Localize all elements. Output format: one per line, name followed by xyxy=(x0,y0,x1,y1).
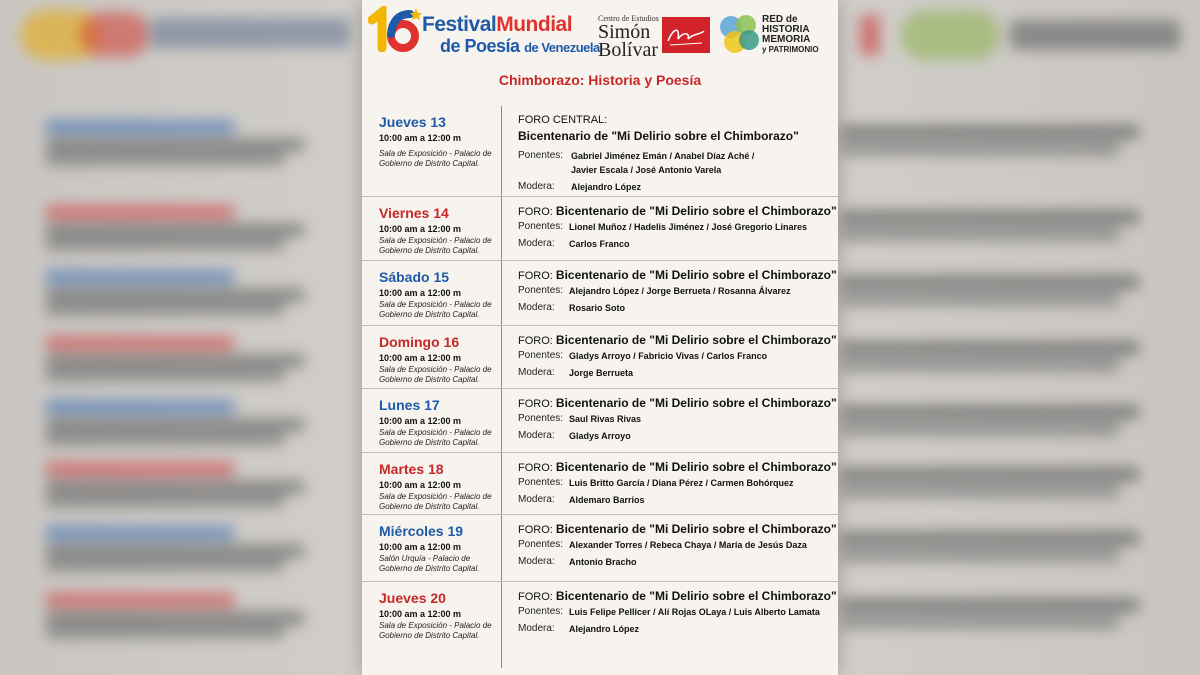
row-separator xyxy=(362,388,838,389)
row-separator xyxy=(362,452,838,453)
row-separator xyxy=(362,581,838,582)
blurred-row-bar xyxy=(45,288,305,302)
ponentes-label: Ponentes: xyxy=(518,606,564,617)
event-time: 10:00 am a 12:00 m xyxy=(379,480,462,490)
blurred-row-bar xyxy=(45,544,305,558)
foro-prefix: FORO: xyxy=(518,591,553,603)
festival-16-logo-icon xyxy=(368,6,422,52)
festival-title-line2 xyxy=(440,36,600,57)
blurred-row-bar xyxy=(45,432,285,446)
blurred-row-bar xyxy=(45,336,235,350)
blurred-row-bar xyxy=(45,270,235,284)
ponentes-label: Ponentes: xyxy=(518,285,564,296)
event-place: Sala de Exposición - Palacio de Gobierno de Distrito Capital. xyxy=(379,492,492,511)
de-venezuela-word: de Venezuela xyxy=(524,40,600,55)
mundial-word: Mundial xyxy=(496,13,573,36)
blurred-row-bar xyxy=(840,548,1120,562)
foro-prefix: FORO CENTRAL: xyxy=(518,114,608,126)
foro-line xyxy=(518,268,837,282)
foro-line xyxy=(518,204,837,218)
event-day: Sábado 15 xyxy=(379,269,450,285)
event-day: Domingo 16 xyxy=(379,334,460,350)
ponentes-value: Javier Escala / José Antonio Varela xyxy=(571,165,722,175)
centro-estudios-logo xyxy=(598,14,660,59)
modera-label: Modera: xyxy=(518,623,555,634)
row-separator xyxy=(362,260,838,261)
event-time: 10:00 am a 12:00 m xyxy=(379,133,462,143)
bolivar-signature-logo xyxy=(662,17,710,53)
blurred-row-bar xyxy=(840,341,1140,355)
foro-title: Bicentenario de "Mi Delirio sobre el Chimborazo" xyxy=(555,396,837,410)
foro-title: Bicentenario de "Mi Delirio sobre el Chimborazo" xyxy=(555,204,837,218)
signature-icon xyxy=(662,17,710,53)
blurred-row-bar xyxy=(45,593,235,607)
blurred-row-bar xyxy=(840,467,1140,481)
blurred-row-bar xyxy=(840,531,1140,545)
red-line: y PATRIMONIO xyxy=(762,45,819,54)
ponentes-label: Ponentes: xyxy=(518,413,564,424)
foro-line xyxy=(518,460,837,474)
red-historia-logo-icon xyxy=(717,12,761,56)
red-line: RED de xyxy=(762,14,798,25)
event-time: 10:00 am a 12:00 m xyxy=(379,416,462,426)
foro-title: Bicentenario de "Mi Delirio sobre el Chimborazo" xyxy=(555,333,837,347)
ponentes-value: Alexander Torres / Rebeca Chaya / María de Jesús Daza xyxy=(569,540,807,550)
blurred-row-bar xyxy=(45,205,235,219)
event-day: Miércoles 19 xyxy=(379,523,464,539)
blurred-row-bar xyxy=(840,484,1120,498)
blurred-row-bar xyxy=(840,125,1140,139)
blurred-row-bar xyxy=(45,558,285,572)
blurred-row-bar xyxy=(45,152,285,166)
event-day: Jueves 13 xyxy=(379,114,446,130)
modera-value: Aldemaro Barrios xyxy=(569,495,645,505)
row-separator xyxy=(362,514,838,515)
blurred-row-bar xyxy=(840,405,1140,419)
blurred-row-bar xyxy=(45,223,305,237)
page-subtitle: Chimborazo: Historia y Poesía xyxy=(498,72,702,88)
foro-prefix: FORO: xyxy=(518,462,553,474)
foro-title: Bicentenario de "Mi Delirio sobre el Chimborazo" xyxy=(555,268,837,282)
blurred-row-bar xyxy=(840,598,1140,612)
header xyxy=(362,0,838,64)
blurred-row-bar xyxy=(45,400,235,414)
foro-line xyxy=(518,589,837,603)
blurred-row-bar xyxy=(840,422,1120,436)
event-day: Martes 18 xyxy=(379,461,444,477)
festival-word: Festival xyxy=(422,13,497,36)
ponentes-value: Gladys Arroyo / Fabricio Vivas / Carlos Franco xyxy=(569,351,768,361)
ponentes-value: Lionel Muñoz / Hadelis Jiménez / José Gregorio Linares xyxy=(569,222,808,232)
foro-line xyxy=(518,333,837,347)
blurred-row-bar xyxy=(840,142,1120,156)
modera-value: Rosario Soto xyxy=(569,303,626,313)
blurred-row-bar xyxy=(45,237,285,251)
blurred-row-bar xyxy=(840,227,1120,241)
blurred-row-bar xyxy=(45,354,305,368)
blurred-row-bar xyxy=(45,302,285,316)
modera-label: Modera: xyxy=(518,367,555,378)
modera-value: Jorge Berrueta xyxy=(569,368,634,378)
ponentes-value: Saul Rivas Rivas xyxy=(569,414,642,424)
column-divider xyxy=(501,106,502,668)
blurred-row-bar xyxy=(45,480,305,494)
event-time: 10:00 am a 12:00 m xyxy=(379,609,462,619)
foro-title: Bicentenario de "Mi Delirio sobre el Chimborazo" xyxy=(518,129,799,143)
event-day: Lunes 17 xyxy=(379,397,440,413)
blurred-row-bar xyxy=(840,615,1120,629)
blurred-row-bar xyxy=(840,358,1120,372)
modera-label: Modera: xyxy=(518,556,555,567)
blurred-row-bar xyxy=(45,526,235,540)
blurred-row-bar xyxy=(45,368,285,382)
event-place: Sala de Exposición - Palacio de Gobierno de Distrito Capital. xyxy=(379,300,492,319)
modera-label: Modera: xyxy=(518,302,555,313)
foro-title: Bicentenario de "Mi Delirio sobre el Chimborazo" xyxy=(555,589,837,603)
event-time: 10:00 am a 12:00 m xyxy=(379,224,462,234)
blurred-row-bar xyxy=(45,625,285,639)
modera-value: Carlos Franco xyxy=(569,239,630,249)
blurred-row-bar xyxy=(840,292,1120,306)
event-place: Sala de Exposición - Palacio de Gobierno de Distrito Capital. xyxy=(379,365,492,384)
modera-value: Alejandro López xyxy=(569,624,640,634)
foro-prefix: FORO: xyxy=(518,524,553,536)
ponentes-label: Ponentes: xyxy=(518,539,564,550)
foro-prefix: FORO: xyxy=(518,206,553,218)
foro-prefix: FORO: xyxy=(518,398,553,410)
row-separator xyxy=(362,325,838,326)
foro-title: Bicentenario de "Mi Delirio sobre el Chimborazo" xyxy=(555,460,837,474)
ponentes-label: Ponentes: xyxy=(518,221,564,232)
modera-value: Antonio Bracho xyxy=(569,557,637,567)
event-place: Sala de Exposición - Palacio de Gobierno de Distrito Capital. xyxy=(379,149,492,168)
row-separator xyxy=(362,196,838,197)
ponentes-label: Ponentes: xyxy=(518,350,564,361)
blurred-row-bar xyxy=(840,210,1140,224)
blurred-row-bar xyxy=(840,275,1140,289)
event-place: Sala de Exposición - Palacio de Gobierno de Distrito Capital. xyxy=(379,621,492,640)
centro-estudios-label: Centro de Estudios xyxy=(598,14,659,23)
blurred-row-bar xyxy=(45,611,305,625)
modera-label: Modera: xyxy=(518,238,555,249)
ponentes-label: Ponentes: xyxy=(518,477,564,488)
foro-line xyxy=(518,396,837,410)
event-day: Jueves 20 xyxy=(379,590,446,606)
red-line: HISTORIA xyxy=(762,24,810,35)
modera-value: Gladys Arroyo xyxy=(569,431,631,441)
foro-prefix: FORO: xyxy=(518,270,553,282)
event-place: Sala de Exposición - Palacio de Gobierno de Distrito Capital. xyxy=(379,428,492,447)
ponentes-value: Luis Britto García / Diana Pérez / Carmen Bohórquez xyxy=(569,478,794,488)
blurred-row-bar xyxy=(45,418,305,432)
red-historia-text xyxy=(762,15,819,55)
event-time: 10:00 am a 12:00 m xyxy=(379,288,462,298)
foro-line xyxy=(518,522,837,536)
blurred-row-bar xyxy=(45,120,235,134)
ponentes-value: Luis Felipe Pellicer / Alí Rojas OLaya / Luis Alberto Lamata xyxy=(569,607,820,617)
ponentes-label: Ponentes: xyxy=(518,150,564,161)
event-time: 10:00 am a 12:00 m xyxy=(379,542,462,552)
blurred-row-bar xyxy=(45,462,235,476)
modera-label: Modera: xyxy=(518,430,555,441)
foro-prefix: FORO: xyxy=(518,335,553,347)
modera-label: Modera: xyxy=(518,494,555,505)
red-line: MEMORIA xyxy=(762,34,811,45)
de-poesia-word: de Poesía xyxy=(440,36,520,56)
foro-title: Bicentenario de "Mi Delirio sobre el Chimborazo" xyxy=(555,522,837,536)
event-time: 10:00 am a 12:00 m xyxy=(379,353,462,363)
blurred-row-bar xyxy=(45,138,305,152)
simon-bolivar-label: Simón Bolívar xyxy=(598,21,658,61)
ponentes-value: Gabriel Jiménez Emán / Anabel Díaz Aché / xyxy=(571,151,755,161)
event-place: Salón Urquía - Palacio de Gobierno de Distrito Capital. xyxy=(379,554,480,573)
ponentes-value: Alejandro López / Jorge Berrueta / Rosanna Álvarez xyxy=(569,286,791,296)
modera-value: Alejandro López xyxy=(571,182,642,192)
festival-title-line1 xyxy=(422,13,572,37)
modera-label: Modera: xyxy=(518,181,555,192)
event-day: Viernes 14 xyxy=(379,205,449,221)
blurred-row-bar xyxy=(45,494,285,508)
event-place: Sala de Exposición - Palacio de Gobierno de Distrito Capital. xyxy=(379,236,492,255)
program-poster xyxy=(362,0,838,675)
